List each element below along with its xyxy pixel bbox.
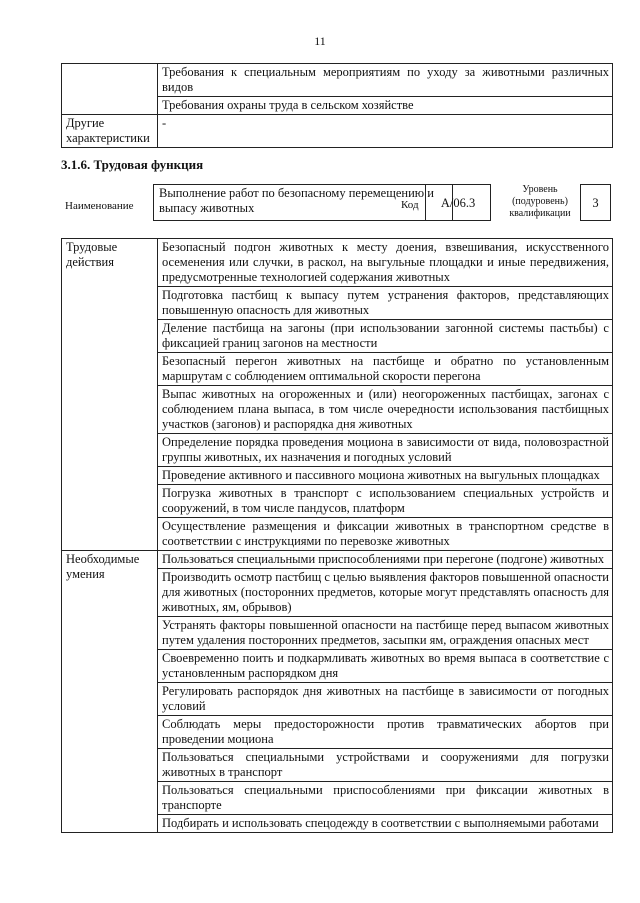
table-cell: Производить осмотр пастбищ с целью выявления факторов повышенной опасности для животных (посторонних предметов, которые могут представлять опасность для животных, ям, обрывов) [158,569,613,617]
table-cell: Безопасный перегон животных на пастбище и обратно по установленным маршрутам с соблюдением оптимальной скорости перегона [158,353,613,386]
level-value-box: 3 [580,184,611,221]
other-characteristics-label: Другие характеристики [62,115,158,148]
table-cell: Проведение активного и пассивного моциона животных на выгульных площадках [158,467,613,485]
table-cell: Соблюдать меры предосторожности против травматических абортов при проведении моциона [158,716,613,749]
table-cell: Требования охраны труда в сельском хозяйстве [158,97,613,115]
page-number: 11 [314,34,326,48]
skills-label: Необходимые умения [62,551,158,833]
table-cell: Своевременно поить и подкармливать животных во время выпаса в соответствие с установленным распорядком дня [158,650,613,683]
function-code-box: А/06.3 [425,184,491,221]
table-cell: Осуществление размещения и фиксации животных в транспортном средстве в соответствии с инструкциями по перевозке животных [158,518,613,551]
table-cell: Подбирать и использовать спецодежду в соответствии с выполняемыми работами [158,815,613,833]
top-requirements-table [61,63,613,148]
section-title: 3.1.6. Трудовая функция [61,157,204,172]
code-label: Код [401,199,419,211]
table-cell: Погрузка животных в транспорт с использованием специальных устройств и сооружений, в том числе пандусов, платформ [158,485,613,518]
table-cell: Деление пастбища на загоны (при использовании загонной системы пастьбы) с фиксацией границ загонов на местности [158,320,613,353]
name-label: Наименование [65,200,134,212]
table-cell: Регулировать распорядок дня животных на пастбище в зависимости от погодных условий [158,683,613,716]
table-row [62,115,613,148]
table-cell: Требования к специальным мероприятиям по уходу за животными различных видов [158,64,613,97]
level-label: Уровень (подуровень) квалификации [509,184,571,219]
table-cell: Подготовка пастбищ к выпасу путем устранения факторов, представляющих повышенную опасность для животных [158,287,613,320]
table-cell: - [158,115,613,148]
table-cell: Определение порядка проведения моциона в зависимости от вида, половозрастной группы животных, их назначения и погодных условий [158,434,613,467]
table-row [62,551,613,569]
function-name-box: Выполнение работ по безопасному перемещению и выпасу животных [153,184,453,221]
function-header [61,184,621,222]
table-cell: Устранять факторы повышенной опасности на пастбище перед выпасом животных путем удаления посторонних предметов, засыпки ям, ограждения опасных мест [158,617,613,650]
table-cell: Пользоваться специальными приспособлениями при фиксации животных в транспорте [158,782,613,815]
table-cell: Пользоваться специальными приспособлениями при перегоне (подгоне) животных [158,551,613,569]
table-cell: Пользоваться специальными устройствами и сооружениями для погрузки животных в транспорт [158,749,613,782]
function-details-table [61,238,613,833]
labor-actions-label: Трудовые действия [62,239,158,551]
table-row [62,64,613,97]
table-cell: Безопасный подгон животных к месту доения, взвешивания, искусственного осеменения или случки, в раскол, на выгульные площадки и иные передвижения, предусмотренные технологией содержания животных [158,239,613,287]
table-cell: Выпас животных на огороженных и (или) неогороженных пастбищах, загонах с соблюдением плана выпаса, в том числе очередности использования пастбищных участков (загонов) и распорядка дня животных [158,386,613,434]
row-label-empty [62,64,158,115]
table-row [62,239,613,287]
